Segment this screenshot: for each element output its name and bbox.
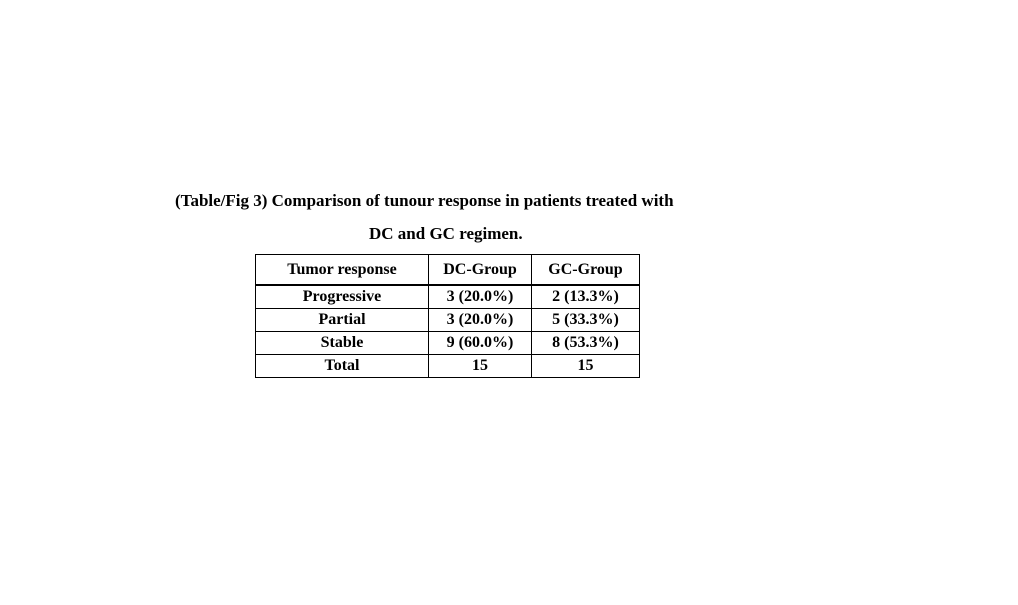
cell-gc-progressive: 2 (13.3%) bbox=[532, 285, 640, 309]
row-label-progressive: Progressive bbox=[256, 285, 429, 309]
cell-dc-stable: 9 (60.0%) bbox=[429, 332, 532, 355]
tumour-response-table bbox=[255, 254, 640, 378]
table-caption-line-1: (Table/Fig 3) Comparison of tunour response in patients treated with bbox=[175, 191, 674, 210]
cell-dc-progressive: 3 (20.0%) bbox=[429, 285, 532, 309]
header-tumor-response: Tumor response bbox=[256, 255, 429, 286]
table-row bbox=[256, 309, 640, 332]
cell-gc-total: 15 bbox=[532, 355, 640, 378]
header-dc-group: DC-Group bbox=[429, 255, 532, 286]
table-row bbox=[256, 285, 640, 309]
table-caption-line-2: DC and GC regimen. bbox=[369, 224, 523, 243]
table-header-row bbox=[256, 255, 640, 286]
table-row bbox=[256, 332, 640, 355]
cell-gc-stable: 8 (53.3%) bbox=[532, 332, 640, 355]
cell-dc-total: 15 bbox=[429, 355, 532, 378]
header-gc-group: GC-Group bbox=[532, 255, 640, 286]
row-label-partial: Partial bbox=[256, 309, 429, 332]
row-label-stable: Stable bbox=[256, 332, 429, 355]
table-row bbox=[256, 355, 640, 378]
cell-dc-partial: 3 (20.0%) bbox=[429, 309, 532, 332]
cell-gc-partial: 5 (33.3%) bbox=[532, 309, 640, 332]
row-label-total: Total bbox=[256, 355, 429, 378]
